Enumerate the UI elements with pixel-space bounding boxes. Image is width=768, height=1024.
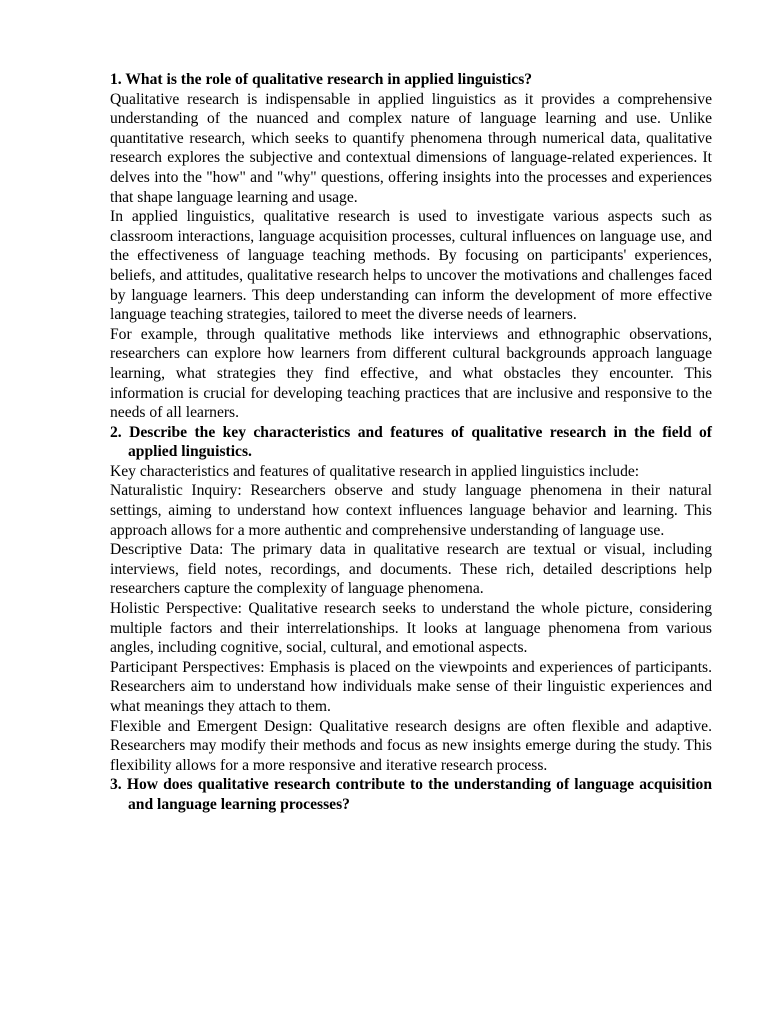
q2-feature-descriptive-data: Descriptive Data: The primary data in qualitative research are textual or visual, including interviews, field notes, recordings, and documents. These rich, detailed descriptions help researchers capture the complexity of language phenomena.	[110, 541, 712, 598]
document-page	[110, 70, 712, 815]
question-1-heading	[110, 70, 712, 90]
q2-intro: Key characteristics and features of qualitative research in applied linguistics include:	[110, 462, 640, 480]
q1-paragraph-2: In applied linguistics, qualitative research is used to investigate various aspects such as classroom interactions, language acquisition processes, cultural influences on language use, and the effectiveness of language teaching methods. By focusing on participants' experiences, beliefs, and attitudes, qualitative research helps to uncover the motivations and challenges faced by language learners. This deep understanding can inform the development of more effective language teaching strategies, tailored to meet the diverse needs of learners.	[110, 208, 712, 324]
q2-feature-naturalistic-inquiry: Naturalistic Inquiry: Researchers observe and study language phenomena in their natural settings, aiming to understand how context influences language behavior and learning. This approach allows for a more authentic and comprehensive understanding of language use.	[110, 482, 712, 539]
question-3-number: 3.	[110, 776, 122, 794]
question-3-text: How does qualitative research contribute to the understanding of language acquisition and language learning processes?	[126, 776, 712, 813]
question-2-heading	[110, 423, 712, 462]
question-1-number: 1.	[110, 71, 122, 88]
question-2-text: Describe the key characteristics and features of qualitative research in the field of applied linguistics.	[128, 423, 712, 461]
question-2-number: 2.	[110, 423, 122, 441]
q1-paragraph-3: For example, through qualitative methods like interviews and ethnographic observations, researchers can explore how learners from different cultural backgrounds approach language learning, what strategies they find effective, and what obstacles they encounter. This information is crucial for developing teaching practices that are inclusive and responsive to the needs of all learners.	[110, 325, 712, 422]
question-3-heading	[110, 775, 712, 814]
q1-paragraph-1: Qualitative research is indispensable in applied linguistics as it provides a comprehensive understanding of the nuanced and complex nature of language learning and use. Unlike quantitative research, which seeks to quantify phenomena through numerical data, qualitative research explores the subjective and contextual dimensions of language-related experiences. It delves into the "how" and "why" questions, offering insights into the processes and experiences that shape language learning and usage.	[110, 90, 712, 206]
q2-feature-flexible-design: Flexible and Emergent Design: Qualitative research designs are often flexible and adaptive. Researchers may modify their methods and focus as new insights emerge during the study. This flexibility allows for a more responsive and iterative research process.	[110, 717, 712, 774]
q2-feature-holistic-perspective: Holistic Perspective: Qualitative research seeks to understand the whole picture, considering multiple factors and their interrelationships. It looks at language phenomena from various angles, including cognitive, social, cultural, and emotional aspects.	[110, 600, 712, 657]
q2-feature-participant-perspectives: Participant Perspectives: Emphasis is placed on the viewpoints and experiences of participants. Researchers aim to understand how individuals make sense of their linguistic experiences and what meanings they attach to them.	[110, 658, 712, 715]
question-1-text: What is the role of qualitative research in applied linguistics?	[125, 71, 533, 88]
